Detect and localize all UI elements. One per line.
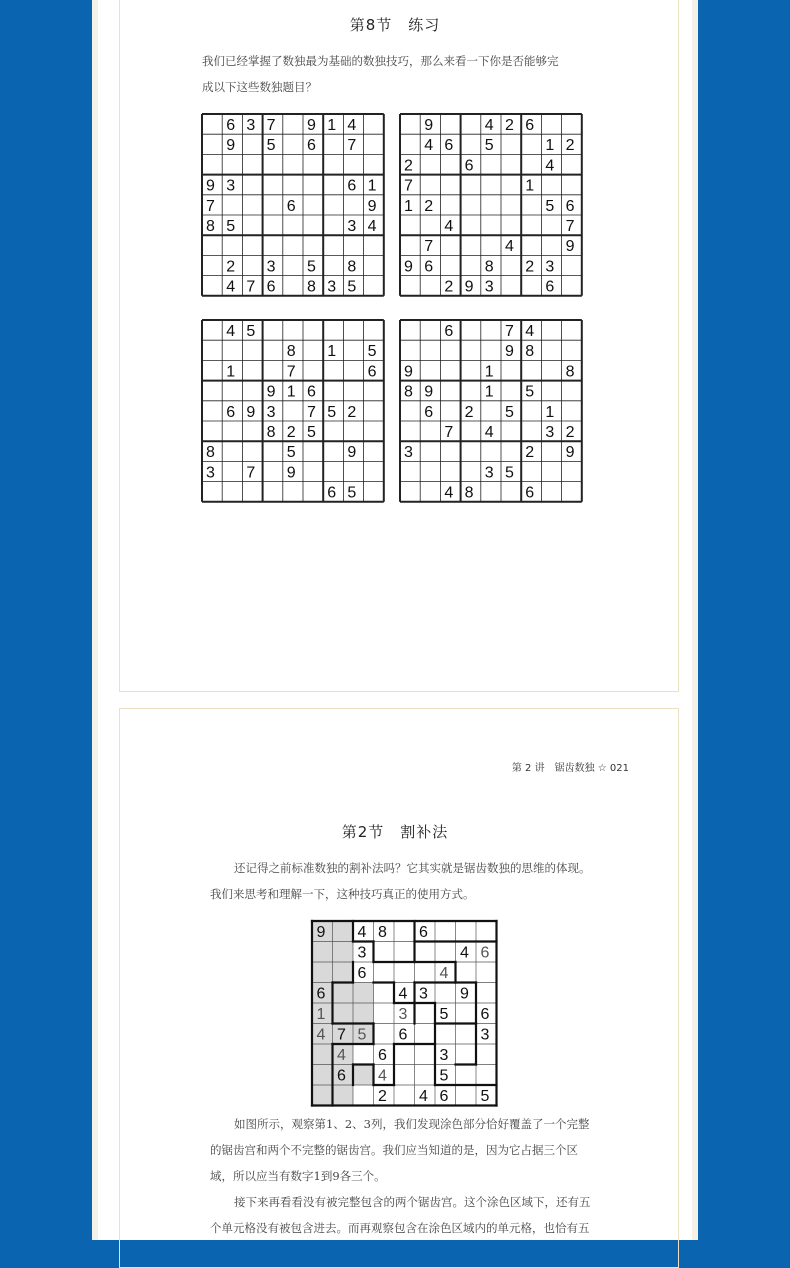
body-line-1: 如图所示，观察第1、2、3列，我们发现涂色部分恰好覆盖了一个完整: [234, 1117, 590, 1131]
jigsaw-sudoku-grid: [98, 917, 692, 1123]
given-digit: 5: [266, 137, 276, 155]
given-digit: 5: [226, 218, 236, 235]
given-digit: 4: [419, 1088, 428, 1105]
given-digit: 2: [565, 424, 575, 441]
page-jigsaw: [98, 703, 692, 1240]
given-digit: 8: [206, 444, 215, 462]
section-title: 第8节 练习: [349, 16, 441, 34]
given-digit: 7: [307, 403, 316, 421]
given-digit: 7: [565, 218, 575, 235]
given-digit: 6: [378, 1047, 387, 1064]
given-digit: 6: [525, 117, 535, 134]
intro-line-2: 成以下这些数独题目？: [202, 80, 317, 94]
given-digit: 5: [439, 1006, 449, 1023]
given-digit: 2: [444, 278, 454, 296]
given-digit: 4: [525, 323, 535, 340]
page-practice: [98, 0, 692, 703]
body-line-2: 的锯齿宫和两个不完整的锯齿宫。我们应当知道的是，因为它占据三个区: [210, 1143, 578, 1157]
sudoku-grid-4: [400, 320, 582, 502]
given-digit: 1: [226, 363, 236, 381]
given-digit: 9: [316, 924, 326, 941]
given-digit: 4: [424, 137, 434, 155]
given-digit: 8: [525, 343, 535, 361]
sudoku-practice-grids: [98, 110, 692, 530]
sudoku-grid-1: [202, 114, 384, 296]
given-digit: 4: [316, 1026, 326, 1044]
given-digit: 6: [464, 157, 474, 175]
given-digit: 6: [424, 403, 434, 421]
given-digit: 6: [286, 197, 296, 215]
given-digit: 3: [545, 258, 555, 276]
given-digit: 6: [480, 1006, 490, 1023]
given-digit: 5: [545, 197, 555, 215]
given-digit: 4: [367, 218, 377, 235]
intro-line-1: 我们已经掌握了数独最为基础的数独技巧，那么来看一下你是否能够完: [202, 54, 559, 68]
given-digit: 6: [226, 117, 236, 134]
given-digit: 6: [444, 137, 454, 155]
given-digit: 6: [347, 177, 357, 195]
given-digit: 7: [337, 1026, 346, 1044]
given-digit: 4: [226, 323, 236, 340]
given-digit: 6: [266, 278, 276, 296]
page-edge-right: [692, 0, 698, 1240]
given-digit: 9: [464, 278, 474, 296]
given-digit: 1: [545, 137, 555, 155]
given-digit: 4: [347, 117, 357, 134]
given-digit: 8: [565, 363, 575, 381]
given-digit: 1: [525, 177, 535, 195]
given-digit: 2: [505, 117, 514, 134]
given-digit: 1: [484, 383, 494, 401]
given-digit: 9: [246, 403, 256, 421]
given-digit: 9: [404, 258, 413, 276]
given-digit: 4: [398, 985, 408, 1003]
given-digit: 4: [444, 484, 454, 502]
given-digit: 7: [404, 177, 413, 195]
given-digit: 7: [266, 117, 276, 134]
given-digit: 2: [226, 258, 236, 276]
given-digit: 3: [484, 464, 494, 482]
given-digit: 6: [419, 924, 428, 941]
given-digit: 9: [286, 464, 296, 482]
given-digit: 8: [378, 924, 387, 941]
given-digit: 6: [545, 278, 555, 296]
given-digit: 6: [367, 363, 377, 381]
given-digit: 2: [404, 157, 413, 175]
given-digit: 4: [545, 157, 555, 175]
given-digit: 8: [286, 343, 296, 361]
body-line-3: 域，所以应当有数字1到9各三个。: [210, 1169, 386, 1183]
given-digit: 1: [484, 363, 494, 381]
section-title: 第2节 割补法: [341, 823, 449, 841]
given-digit: 6: [525, 484, 535, 502]
given-digit: 4: [444, 218, 454, 235]
given-digit: 6: [357, 965, 367, 982]
given-digit: 8: [464, 484, 474, 502]
given-digit: 4: [378, 1067, 387, 1085]
given-digit: 3: [398, 1006, 408, 1023]
given-digit: 4: [460, 944, 469, 962]
given-digit: 4: [357, 924, 367, 941]
intro-line-2: 我们来思考和理解一下，这种技巧真正的使用方式。: [210, 887, 475, 901]
given-digit: 5: [327, 403, 337, 421]
given-digit: 8: [307, 278, 316, 296]
given-digit: 3: [206, 464, 215, 482]
given-digit: 3: [480, 1026, 490, 1044]
given-digit: 2: [565, 137, 575, 155]
given-digit: 7: [444, 424, 454, 441]
given-digit: 9: [404, 363, 413, 381]
given-digit: 9: [424, 117, 434, 134]
given-digit: 2: [347, 403, 357, 421]
given-digit: 5: [480, 1088, 490, 1105]
given-digit: 5: [246, 323, 256, 340]
given-digit: 4: [439, 965, 449, 982]
given-digit: 9: [424, 383, 434, 401]
body-line-5: 个单元格没有被包含进去。而再观察包含在涂色区域内的单元格，也恰有五: [210, 1221, 590, 1235]
given-digit: 9: [347, 444, 357, 462]
given-digit: 8: [206, 218, 215, 235]
given-digit: 5: [307, 258, 316, 276]
given-digit: 3: [545, 424, 555, 441]
given-digit: 6: [565, 197, 575, 215]
given-digit: 3: [327, 278, 337, 296]
given-digit: 9: [307, 117, 316, 134]
given-digit: 3: [357, 944, 367, 962]
given-digit: 2: [525, 444, 535, 462]
given-digit: 6: [480, 944, 490, 962]
given-digit: 9: [565, 444, 575, 462]
given-digit: 9: [565, 238, 575, 256]
sudoku-grid-3: [202, 320, 384, 502]
given-digit: 3: [347, 218, 357, 235]
given-digit: 4: [337, 1047, 346, 1064]
given-digit: 1: [286, 383, 296, 401]
given-digit: 6: [307, 137, 316, 155]
given-digit: 6: [398, 1026, 408, 1044]
given-digit: 7: [246, 278, 256, 296]
given-digit: 6: [439, 1088, 449, 1105]
given-digit: 3: [266, 258, 276, 276]
given-digit: 4: [484, 117, 494, 134]
given-digit: 6: [307, 383, 316, 401]
given-digit: 2: [525, 258, 535, 276]
given-digit: 2: [424, 197, 434, 215]
given-digit: 1: [545, 403, 555, 421]
given-digit: 6: [316, 985, 326, 1003]
body-line-4: 接下来再看看没有被完整包含的两个锯齿宫。这个涂色区域下，还有五: [234, 1195, 591, 1209]
given-digit: 5: [439, 1067, 449, 1085]
given-digit: 2: [286, 424, 296, 441]
given-digit: 3: [246, 117, 256, 134]
given-digit: 7: [424, 238, 434, 256]
given-digit: 6: [337, 1067, 346, 1085]
given-digit: 8: [266, 424, 276, 441]
given-digit: 5: [307, 424, 316, 441]
given-digit: 9: [367, 197, 377, 215]
given-digit: 8: [404, 383, 413, 401]
given-digit: 1: [316, 1006, 326, 1023]
given-digit: 1: [327, 117, 337, 134]
given-digit: 8: [484, 258, 494, 276]
given-digit: 4: [226, 278, 236, 296]
running-header: 第 2 讲 锯齿数独 ☆ 021: [511, 763, 629, 774]
sudoku-grid-2: [400, 114, 582, 296]
given-digit: 6: [424, 258, 434, 276]
given-digit: 8: [347, 258, 357, 276]
given-digit: 7: [347, 137, 357, 155]
given-digit: 1: [367, 177, 377, 195]
given-digit: 9: [266, 383, 276, 401]
given-digit: 3: [226, 177, 236, 195]
given-digit: 4: [484, 424, 494, 441]
given-digit: 1: [327, 343, 337, 361]
given-digit: 5: [286, 444, 296, 462]
given-digit: 9: [206, 177, 215, 195]
given-digit: 5: [357, 1026, 367, 1044]
given-digit: 5: [484, 137, 494, 155]
given-digit: 2: [464, 403, 474, 421]
given-digit: 9: [460, 985, 469, 1003]
given-digit: 5: [505, 403, 514, 421]
given-digit: 5: [347, 484, 357, 502]
given-digit: 7: [206, 197, 215, 215]
given-digit: 3: [484, 278, 494, 296]
given-digit: 1: [404, 197, 413, 215]
given-digit: 7: [246, 464, 256, 482]
given-digit: 5: [347, 278, 357, 296]
given-digit: 9: [505, 343, 514, 361]
given-digit: 6: [226, 403, 236, 421]
given-digit: 3: [419, 985, 428, 1003]
given-digit: 3: [404, 444, 413, 462]
given-digit: 7: [286, 363, 296, 381]
given-digit: 4: [505, 238, 514, 256]
given-digit: 3: [266, 403, 276, 421]
given-digit: 3: [439, 1047, 449, 1064]
given-digit: 9: [226, 137, 236, 155]
given-digit: 5: [525, 383, 535, 401]
intro-line-1: 还记得之前标准数独的割补法吗？它其实就是锯齿数独的思维的体现。: [234, 861, 591, 875]
given-digit: 5: [367, 343, 377, 361]
given-digit: 2: [378, 1088, 387, 1105]
given-digit: 7: [505, 323, 514, 340]
jigsaw-grid: [312, 921, 497, 1106]
given-digit: 5: [505, 464, 514, 482]
given-digit: 6: [444, 323, 454, 340]
given-digit: 6: [327, 484, 337, 502]
